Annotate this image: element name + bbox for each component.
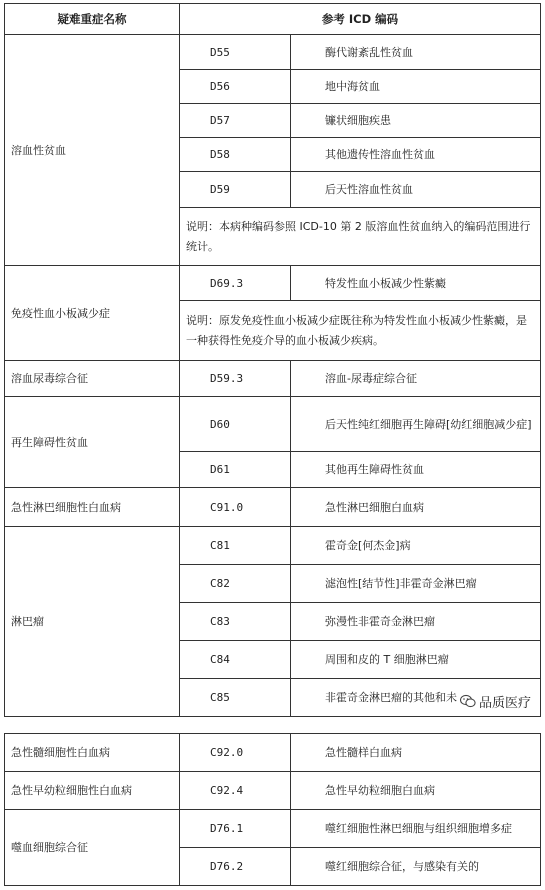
- icd-description: 霍奇金[何杰金]病: [291, 527, 541, 565]
- icd-description: 后天性溶血性贫血: [291, 172, 541, 208]
- watermark-text: 品质医疗: [479, 695, 532, 711]
- icd-description: 其他遗传性溶血性贫血: [291, 138, 541, 172]
- icd-code: C92.4: [180, 772, 291, 810]
- table-row: [5, 397, 541, 452]
- disease-name: 急性髓细胞性白血病: [5, 734, 180, 772]
- icd-code: D58: [180, 138, 291, 172]
- icd-code: D76.1: [180, 810, 291, 848]
- icd-table-continued: [4, 733, 541, 886]
- icd-description: 噬红细胞性淋巴细胞与组织细胞增多症: [291, 810, 541, 848]
- icd-code: D59: [180, 172, 291, 208]
- icd-description: 镰状细胞疾患: [291, 104, 541, 138]
- icd-description: 地中海贫血: [291, 70, 541, 104]
- table-row: [5, 734, 541, 772]
- icd-description: 特发性血小板减少性紫癜: [291, 266, 541, 301]
- icd-description: 酶代谢紊乱性贫血: [291, 35, 541, 70]
- table-row: [5, 772, 541, 810]
- header-disease-name: 疑难重症名称: [5, 4, 180, 35]
- icd-description: 溶血-尿毒症综合征: [291, 361, 541, 397]
- header-icd-code: 参考 ICD 编码: [180, 4, 541, 35]
- icd-code: D57: [180, 104, 291, 138]
- table-row: [5, 488, 541, 527]
- watermark: [458, 690, 535, 712]
- icd-description: 非霍奇金淋巴瘤的其他和未: [291, 679, 541, 717]
- icd-code: D76.2: [180, 848, 291, 886]
- icd-code: C84: [180, 641, 291, 679]
- icd-code: C83: [180, 603, 291, 641]
- table-row: [5, 35, 541, 70]
- disease-name: 免疫性血小板减少症: [5, 266, 180, 361]
- icd-code: D55: [180, 35, 291, 70]
- icd-table: [4, 3, 541, 717]
- disease-name: 急性淋巴细胞性白血病: [5, 488, 180, 527]
- icd-description: 急性髓样白血病: [291, 734, 541, 772]
- icd-code: C85: [180, 679, 291, 717]
- icd-code: C92.0: [180, 734, 291, 772]
- table-row: [5, 361, 541, 397]
- icd-description: 噬红细胞综合征，与感染有关的: [291, 848, 541, 886]
- page-break-gap: [0, 722, 545, 733]
- icd-code: D69.3: [180, 266, 291, 301]
- icd-code: D60: [180, 397, 291, 452]
- icd-code: C81: [180, 527, 291, 565]
- icd-code: C91.0: [180, 488, 291, 527]
- icd-description: 急性早幼粒细胞白血病: [291, 772, 541, 810]
- icd-code: D56: [180, 70, 291, 104]
- table-header-row: [5, 4, 541, 35]
- table-row: [5, 266, 541, 301]
- table-row: [5, 810, 541, 848]
- icd-code: D59.3: [180, 361, 291, 397]
- icd-description: 其他再生障碍性贫血: [291, 452, 541, 488]
- disease-name: 溶血尿毒综合征: [5, 361, 180, 397]
- disease-name: 再生障碍性贫血: [5, 397, 180, 488]
- disease-name: 急性早幼粒细胞性白血病: [5, 772, 180, 810]
- disease-name: 溶血性贫血: [5, 35, 180, 266]
- icd-description: 急性淋巴细胞白血病: [291, 488, 541, 527]
- note-text: 说明：本病种编码参照 ICD-10 第 2 版溶血性贫血纳入的编码范围进行统计。: [180, 208, 541, 266]
- icd-code: D61: [180, 452, 291, 488]
- icd-description: 后天性纯红细胞再生障碍[幼红细胞减少症]: [291, 397, 541, 452]
- disease-name: 噬血细胞综合征: [5, 810, 180, 886]
- wechat-icon: [460, 694, 476, 708]
- icd-description: 弥漫性非霍奇金淋巴瘤: [291, 603, 541, 641]
- icd-description: 周围和皮的 T 细胞淋巴瘤: [291, 641, 541, 679]
- icd-description: 滤泡性[结节性]非霍奇金淋巴瘤: [291, 565, 541, 603]
- icd-code: C82: [180, 565, 291, 603]
- disease-name: 淋巴瘤: [5, 527, 180, 717]
- table-row: [5, 527, 541, 565]
- note-text: 说明：原发免疫性血小板减少症既往称为特发性血小板减少性紫癜，是一种获得性免疫介导的血小板减少疾病。: [180, 301, 541, 361]
